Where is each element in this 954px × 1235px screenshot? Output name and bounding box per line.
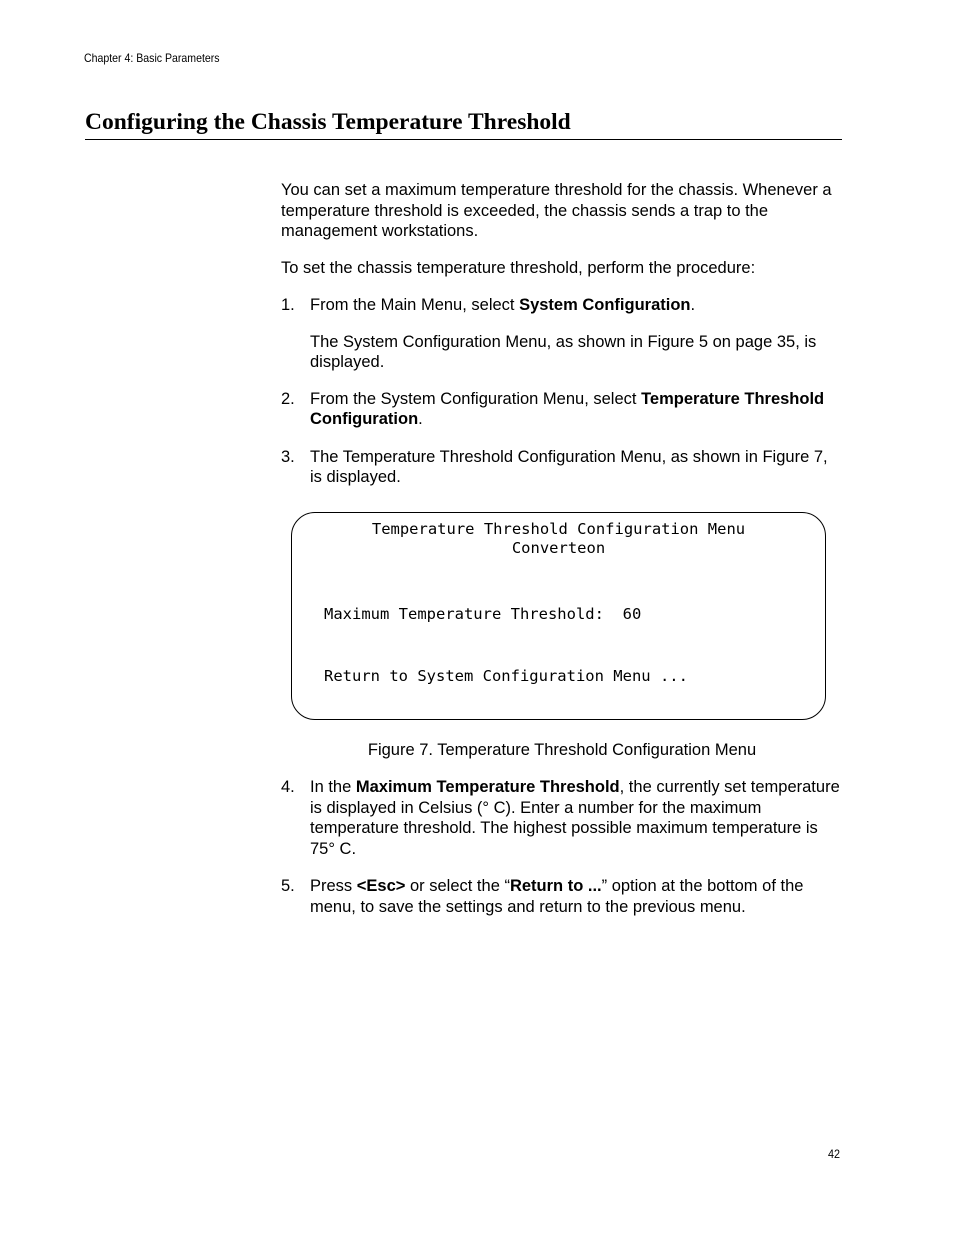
intro-paragraph: You can set a maximum temperature threshold for the chassis. Whenever a temperature threshold is exceeded, the chassis sends a trap to the management workstations. [281,181,832,240]
step-number: 3. [281,447,295,466]
step-bold-text: <Esc> [356,877,406,895]
step-text: In the [310,778,356,796]
step-bold-text: Maximum Temperature Threshold [355,778,620,796]
step-subtext: The System Configuration Menu, as shown in Figure 5 on page 35, is displayed. [310,332,817,371]
menu-title: Temperature Threshold Configuration Menu [371,520,746,538]
step-number: 5. [281,877,295,895]
step-text: From the Main Menu, select [310,296,520,314]
body-text-lower [281,777,843,917]
lead-paragraph: To set the chassis temperature threshold, perform the procedure: [281,258,756,277]
step-bold-text: Temperature Threshold Configuration [310,389,825,428]
body-text [281,180,843,488]
step-5 [281,876,843,917]
step-4 [281,777,843,859]
step-text: The Temperature Threshold Configuration Menu, as shown in Figure 7, is displayed. [310,447,828,486]
figure-caption: Figure 7. Temperature Threshold Configuration Menu [367,741,757,759]
step-text: From the System Configuration Menu, select [310,389,642,408]
running-header: Chapter 4: Basic Parameters [84,51,220,65]
step-bold-text: System Configuration [519,296,691,314]
step-number: 2. [281,389,295,408]
step-text: . [418,410,423,428]
menu-option-max-temperature[interactable]: Maximum Temperature Threshold: 60 [324,605,642,623]
step-1 [281,295,843,373]
step-text: Press [310,877,357,895]
menu-option-return[interactable]: Return to System Configuration Menu ... [324,667,688,685]
menu-subtitle: Converteon [511,539,606,557]
step-text: . [690,296,696,314]
page-number: 42 [828,1147,841,1161]
step-text: , the currently set temperature is displayed in Celsius (° C). Enter a number for the maximum temperature threshold. The highest possible maximum temperature is 75° C. [310,778,840,858]
step-number: 4. [281,778,295,796]
terminal-screen [291,512,826,720]
step-text: or select the “ [405,877,510,895]
step-2 [281,389,843,430]
step-3 [281,447,843,488]
section-title: Configuring the Chassis Temperature Threshold [85,107,842,140]
step-number: 1. [281,296,295,314]
step-bold-text: Return to ... [509,877,602,895]
step-text: ” option at the bottom of the menu, to save the settings and return to the previous menu. [310,877,804,916]
